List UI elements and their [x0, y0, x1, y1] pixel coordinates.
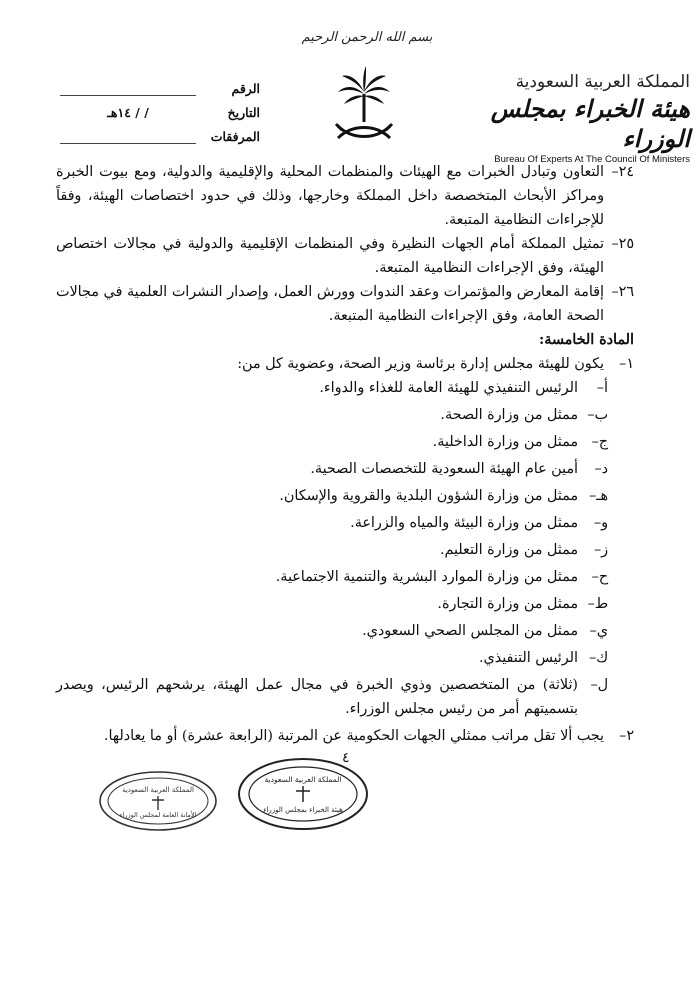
number-line: [60, 81, 196, 96]
list-item: [56, 160, 634, 232]
clause-text: يجب ألا تقل مراتب ممثلي الجهات الحكومية عن المرتبة (الرابعة عشرة) أو ما يعادلها.: [103, 728, 604, 744]
member-text: ممثل من وزارة التعليم.: [439, 542, 578, 558]
member-item: [56, 376, 634, 400]
date-row: [60, 96, 260, 120]
member-text: (ثلاثة) من المتخصصين وذوي الخبرة في مجال عمل الهيئة، يرشحهم الرئيس، ويصدر بتسميتهم أمر من رئيس مجلس الوزراء.: [56, 677, 578, 717]
official-seal-icon: [236, 756, 370, 832]
article-heading: المادة الخامسة:: [538, 332, 634, 348]
date-label: التاريخ: [227, 105, 260, 120]
seal-right-top-text: المملكة العربية السعودية: [264, 775, 342, 784]
letter-meta: [60, 72, 260, 144]
seal-right-bottom-text: هيئة الخبراء بمجلس الوزراء: [263, 806, 343, 814]
member-text: الرئيس التنفيذي للهيئة العامة للغذاء والدواء.: [319, 380, 578, 396]
member-letter: أ–: [596, 380, 608, 396]
member-item: [56, 592, 634, 616]
member-text: أمين عام الهيئة السعودية للتخصصات الصحية.: [310, 461, 578, 477]
list-item: [56, 280, 634, 328]
number-row: [60, 72, 260, 96]
attachments-label: المرفقات: [210, 129, 260, 144]
member-item: [56, 403, 634, 427]
member-item: [56, 565, 634, 589]
saudi-emblem-icon: [332, 64, 396, 146]
member-text: الرئيس التنفيذي.: [478, 650, 578, 666]
organization-block: [478, 72, 690, 165]
basmala: بسم الله الرحمن الرحيم: [301, 30, 433, 45]
item-number: ٢٦–: [611, 284, 634, 300]
item-text: التعاون وتبادل الخبرات مع الهيئات والمنظمات المحلية والإقليمية والدولية، ومع بيوت الخبرة ومراكز الأبحاث المتخصصة داخل المملكة وخارجها، وذلك في حدود اختصاصات الهيئة، وفقاً للإجراءات النظامية المتبعة.: [56, 164, 604, 228]
item-number: ٢٥–: [611, 236, 634, 252]
list-item: [56, 232, 634, 280]
member-text: ممثل من وزارة البيئة والمياه والزراعة.: [350, 515, 578, 531]
item-text: إقامة المعارض والمؤتمرات وعقد الندوات وورش العمل، وإصدار النشرات العلمية في مجالات الصحة العامة، وفق الإجراءات النظامية المتبعة.: [56, 284, 604, 324]
member-item: [56, 511, 634, 535]
attachments-line: [60, 129, 196, 144]
member-letter: ل–: [590, 677, 608, 693]
member-letter: و–: [593, 515, 608, 531]
member-letter: ي–: [589, 623, 608, 639]
member-text: ممثل من المجلس الصحي السعودي.: [362, 623, 578, 639]
seal-left-top-text: المملكة العربية السعودية: [122, 786, 194, 794]
member-text: ممثل من وزارة الموارد البشرية والتنمية الاجتماعية.: [275, 569, 578, 585]
member-letter: ج–: [591, 434, 608, 450]
document-body: [56, 160, 634, 748]
member-item: [56, 484, 634, 508]
member-text: ممثل من وزارة التجارة.: [437, 596, 578, 612]
item-number: ٢٤–: [611, 164, 634, 180]
member-item: [56, 646, 634, 670]
page-number: ٤: [342, 750, 350, 766]
item-text: تمثيل المملكة أمام الجهات النظيرة وفي المنظمات الإقليمية والدولية في مجالات اختصاص الهيئة، وفق الإجراءات النظامية المتبعة.: [56, 236, 604, 276]
member-item: [56, 538, 634, 562]
attachments-row: [60, 120, 260, 144]
number-label: الرقم: [231, 81, 260, 96]
official-seal-icon: [98, 770, 218, 832]
member-letter: هـ–: [589, 488, 608, 504]
member-letter: ز–: [593, 542, 608, 558]
clause-text: يكون للهيئة مجلس إدارة برئاسة وزير الصحة، وعضوية كل من:: [237, 356, 604, 372]
member-item: [56, 457, 634, 481]
clause-item: [56, 352, 634, 376]
member-item: [56, 673, 634, 721]
date-value: / / ١٤هـ: [107, 105, 149, 120]
member-letter: ط–: [587, 596, 608, 612]
clause-item: [56, 724, 634, 748]
member-letter: ك–: [589, 650, 608, 666]
board-members-list: [56, 376, 634, 721]
member-text: ممثل من وزارة الداخلية.: [432, 434, 578, 450]
bureau-name-arabic: هيئة الخبراء بمجلس الوزراء: [490, 94, 690, 153]
member-letter: ب–: [587, 407, 608, 423]
kingdom-name: المملكة العربية السعودية: [515, 72, 690, 92]
member-item: [56, 619, 634, 643]
member-letter: د–: [594, 461, 608, 477]
member-item: [56, 430, 634, 454]
bureau-name-english: Bureau Of Experts At The Council Of Ministers: [494, 154, 690, 165]
clause-number: ١–: [619, 356, 634, 372]
member-text: ممثل من وزارة الصحة.: [440, 407, 578, 423]
seal-left-bottom-text: الأمانة العامة لمجلس الوزراء: [119, 811, 197, 819]
member-text: ممثل من وزارة الشؤون البلدية والقروية والإسكان.: [279, 488, 578, 504]
member-letter: ح–: [591, 569, 608, 585]
clause-number: ٢–: [619, 728, 634, 744]
